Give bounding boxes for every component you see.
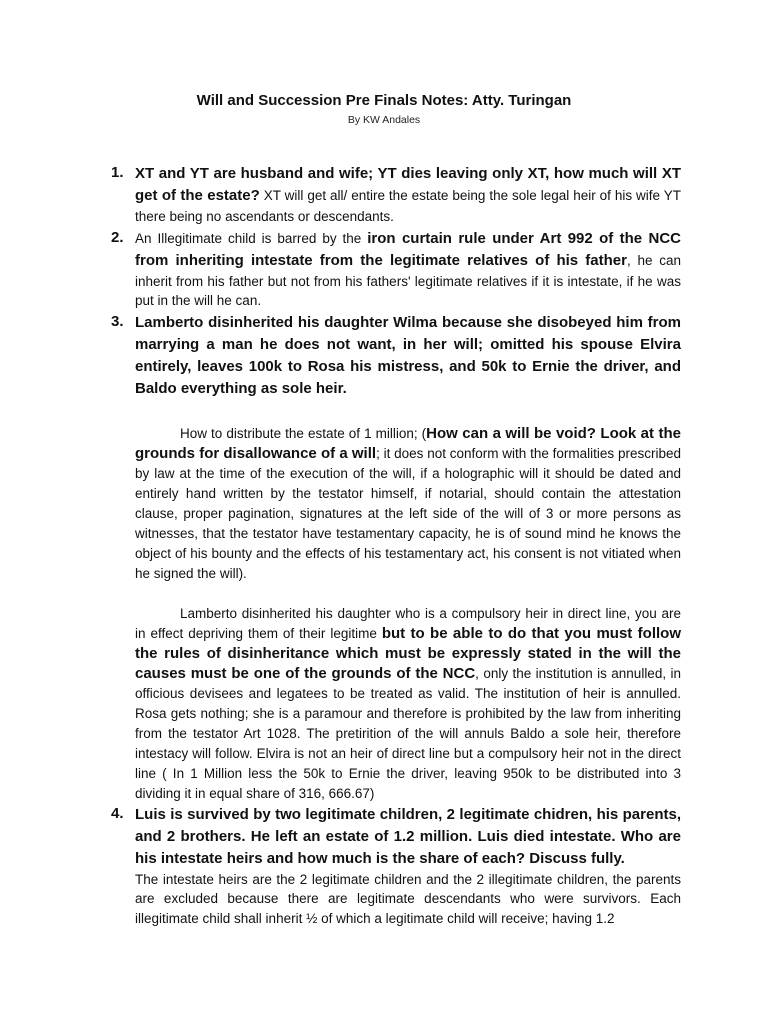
document-body — [111, 163, 681, 928]
item-number: 4. — [111, 804, 124, 822]
item-question: iron curtain rule under Art 992 of the NCC from inheriting intestate from the legitimate relatives of his father — [135, 229, 681, 269]
item-answer: The intestate heirs are the 2 legitimate children and the 2 illegitimate children, the parents are excluded because there are legitimate descendants who were survivors. Each illegitimate child shall inherit ½ of which a legitimate child will receive; having 1.2 — [135, 871, 681, 926]
paragraph-text: ; it does not conform with the formalities prescribed by law at the time of the execution of the will, if a holographic will it should be dated and entirely hand written by the testator himself, if notarial, should contain the attestation clause, proper pagination, signatures at the left side of the will of 3 or more persons as witnesses, that the testator have testamentary capacity, he is of sound mind he knows the object of his bounty and the effects of his testamentary act, his consent is not vitiated when he signed the will). — [135, 445, 681, 581]
paragraph-distribution — [111, 424, 681, 584]
list-item-2 — [111, 228, 681, 311]
item-question: XT and YT are husband and wife; YT dies leaving only XT, how much will XT get of the estate? — [135, 165, 681, 204]
document-byline: By KW Andales — [347, 114, 421, 126]
paragraph-disinheritance — [111, 604, 681, 804]
paragraph-text: How to distribute the estate of 1 million; ( — [180, 425, 427, 441]
list-item-4 — [111, 804, 681, 929]
item-answer: , he can inherit from his father but not from his fathers' legitimate relatives if it is intestate, if he was put in the will he can. — [135, 252, 681, 308]
spacer — [111, 584, 681, 604]
item-question: Luis is survived by two legitimate children, 2 legitimate chidren, his parents, and 2 brothers. He left an estate of 1.2 million. Luis died intestate. Who are his intestate heirs and how much is the share of each? Discuss fully. — [135, 805, 681, 867]
item-answer: XT will get all/ entire the estate being the sole legal heir of his wife YT there being no ascendants or descendants. — [135, 188, 681, 224]
item-number: 1. — [111, 164, 124, 181]
paragraph-text: , only the institution is annulled, in officious devisees and legatees to be treated as valid. The institution of heir is annulled. Rosa gets nothing; she is a paramour and therefore is prohibited by the law from inheriting from the testator Art 1028. The pretirition of the will annuls Baldo a sole heir, therefore intestacy will follow. Elvira is not an heir of direct line but a compulsory heir not in the direct line ( In 1 Million less the 50k to Ernie the driver, leaving 950k to be distributed into 3 dividing it in equal share of 316, 666.67) — [135, 665, 681, 801]
item-answer-pre: An Illegitimate child is barred by the — [135, 230, 368, 246]
item-number: 2. — [111, 228, 124, 246]
spacer — [111, 400, 681, 424]
list-item-1 — [111, 163, 681, 227]
item-number: 3. — [111, 312, 124, 330]
paragraph-bold-text: but to be able to do that you must follow the rules of disinheritance which must be expressly stated in the will the causes must be one of the grounds of the NCC — [135, 624, 682, 682]
paragraph-text: Lamberto disinherited his daughter who is a compulsory heir in direct line, you are in effect depriving them of their legitime — [135, 605, 681, 641]
paragraph-bold-text: How can a will be void? Look at the grounds for disallowance of a will — [135, 424, 681, 462]
item-question: Lamberto disinherited his daughter Wilma because she disobeyed him from marrying a man he does not want, in her will; omitted his spouse Elvira entirely, leaves 100k to Rosa his mistress, and 50k to Ernie the driver, and Baldo everything as sole heir. — [135, 313, 681, 397]
list-item-3 — [111, 312, 681, 400]
document-title: Will and Succession Pre Finals Notes: Atty. Turingan — [196, 92, 572, 109]
